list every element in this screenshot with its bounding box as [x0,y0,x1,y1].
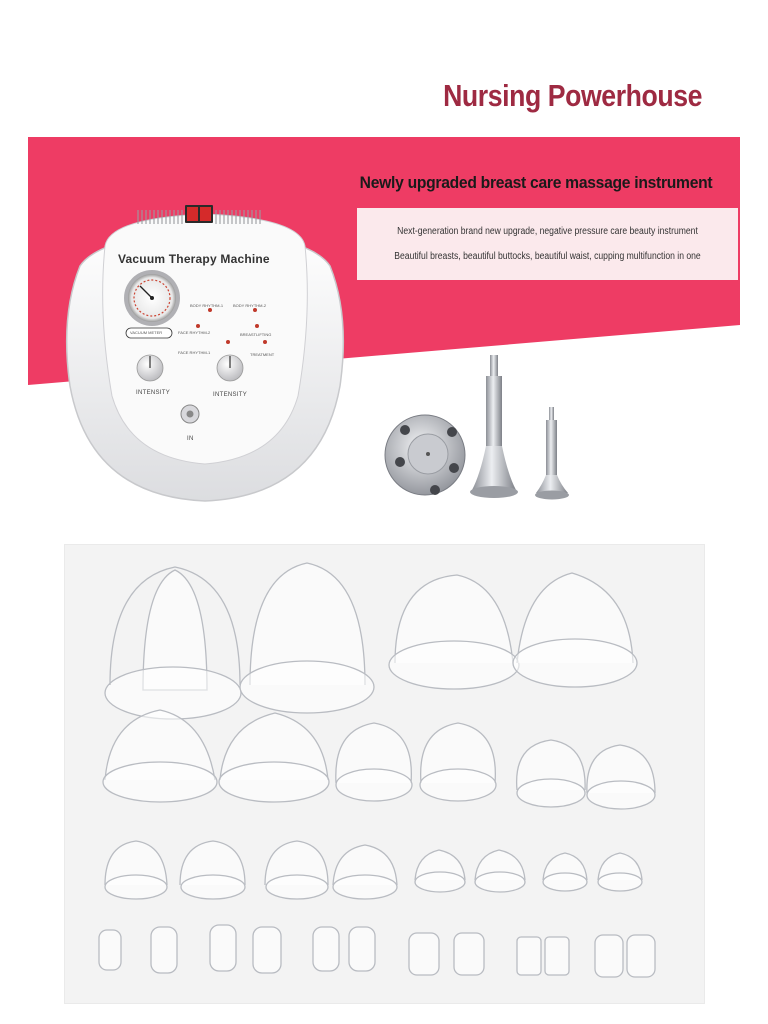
intensity-left-label: INTENSITY [136,390,171,396]
vacuum-meter-label: VACUUM METER [130,330,163,335]
face-rhythm-2-label: FACE RHYTHM-2 [178,330,211,335]
treatment-label: TREATMENT [250,352,275,357]
accessories-image [380,350,580,510]
inlet-label: IN [187,436,194,442]
face-rhythm-1-label: FACE RHYTHM-1 [178,350,211,355]
banner-info-box [357,208,738,280]
brand-title: Nursing Powerhouse [443,78,702,113]
cups-set-image [64,544,705,1004]
intensity-right-label: INTENSITY [213,392,248,398]
body-rhythm-1-label: BODY RHYTHM-1 [190,303,224,308]
breastlifting-label: BREASTLIFTING [240,332,272,337]
info-line-1: Next-generation brand new upgrade, negative pressure care beauty instrument [397,226,698,237]
info-line-2: Beautiful breasts, beautiful buttocks, beautiful waist, cupping multifunction in one [394,251,701,262]
banner-headline: Newly upgraded breast care massage instrument [359,173,713,192]
body-rhythm-2-label: BODY RHYTHM-2 [233,303,267,308]
device-title: Vacuum Therapy Machine [118,252,270,266]
